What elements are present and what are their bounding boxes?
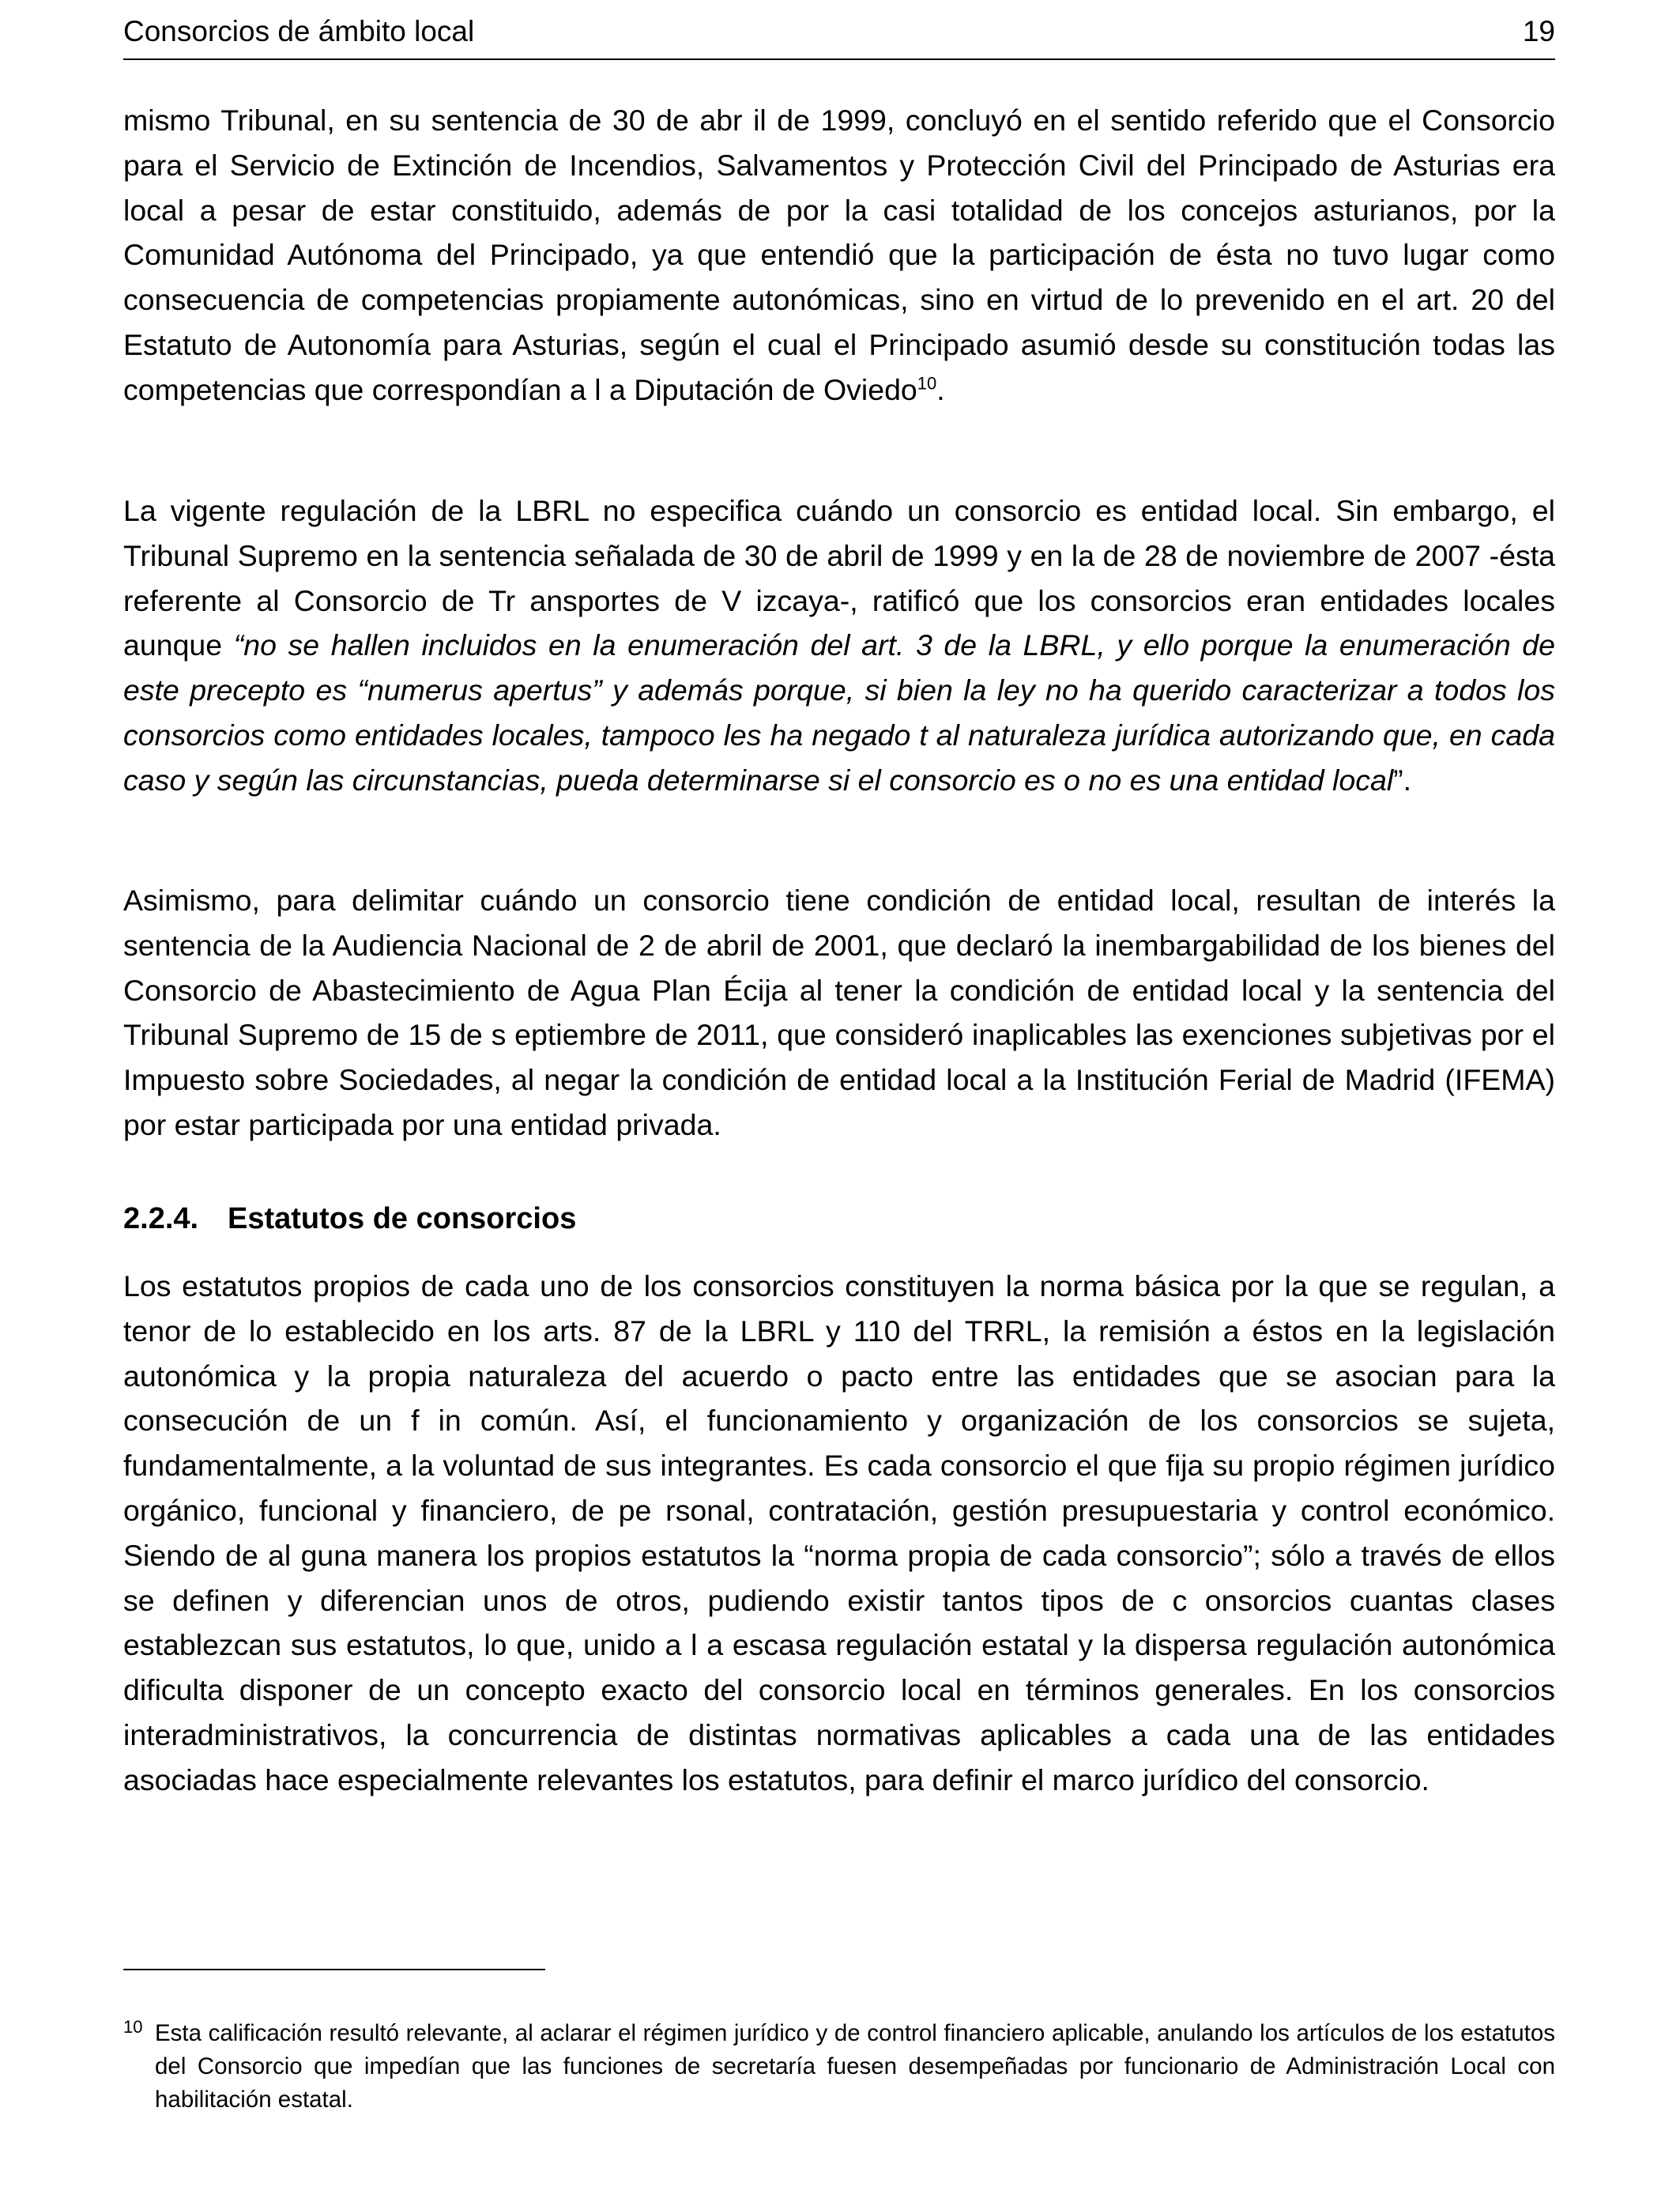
italic-quotation: “no se hallen incluidos en la enumeración del art. 3 de la LBRL, y ello porque la enumeración de este precepto es “numerus apertus” y además porque, si bien la ley no ha querido caracterizar a todos los consorcios como entidades locales, tampoco les ha negado t al naturaleza jurídica autorizando que, en cada caso y según las circunstancias, pueda determinarse si el consorcio es o no es una entidad local <box>123 628 1555 797</box>
section-title: Estatutos de consorcios <box>228 1202 577 1235</box>
section-number: 2.2.4. <box>123 1202 199 1235</box>
body-paragraph-1 <box>123 98 1555 413</box>
paragraph-text: mismo Tribunal, en su sentencia de 30 de abr il de 1999, concluyó en el sentido referido que el Consorcio para el Servicio de Extinción de Incendios, Salvamentos y Protección Civil del Principado de Asturias era local a pesar de estar constituido, además de por la casi totalidad de los concejos asturianos, por la Comunidad Autónoma del Principado, ya que entendió que la participación de ésta no tuvo lugar como consecuencia de competencias propiamente autonómicas, sino en virtud de lo prevenido en el art. 20 del Estatuto de Autonomía para Asturias, según el cual el Principado asumió desde su constitución todas las competencias que correspondían a l a Diputación de Oviedo <box>123 104 1555 406</box>
page-number: 19 <box>1522 15 1555 47</box>
body-paragraph-3: Asimismo, para delimitar cuándo un consorcio tiene condición de entidad local, resultan de interés la sentencia de la Audiencia Nacional de 2 de abril de 2001, que declaró la inembargabilidad de los bienes del Consorcio de Abastecimiento de Agua Plan Écija al tener la condición de entidad local y la sentencia del Tribunal Supremo de 15 de s eptiembre de 2011, que consideró inaplicables las exenciones subjetivas por el Impuesto sobre Sociedades, al negar la condición de entidad local a la Institución Ferial de Madrid (IFEMA) por estar participada por una entidad privada. <box>123 884 1555 1141</box>
paragraph-end: ”. <box>1393 763 1412 797</box>
section-heading <box>123 1197 576 1241</box>
document-page <box>123 0 1555 2194</box>
paragraph-end: . <box>936 372 945 406</box>
paragraph-text: La vigente regulación de la LBRL no especifica cuándo un consorcio es entidad local. Sin embargo, el Tribunal Supremo en la sentencia señalada de 30 de abril de 1999 y en la de 28 de noviembre de 2007 -ésta referente al Consorcio de Tr ansportes de V izcaya-, ratificó que los consorcios eran entidades locales aunque <box>123 494 1555 662</box>
header-title: Consorcios de ámbito local <box>123 15 475 47</box>
footnote-separator <box>123 1969 545 1970</box>
running-header <box>123 13 1555 60</box>
body-paragraph-4: Los estatutos propios de cada uno de los consorcios constituyen la norma básica por la que se regulan, a tenor de lo establecido en los arts. 87 de la LBRL y 110 del TRRL, la remisión a éstos en la legislación autonómica y la propia naturaleza del acuerdo o pacto entre las entidades que se asocian para la consecución de un f in común. Así, el funcionamiento y organización de los consorcios se sujeta, fundamentalmente, a la voluntad de sus integrantes. Es cada consorcio el que fija su propio régimen jurídico orgánico, funcional y financiero, de pe rsonal, contratación, gestión presupuestaria y control económico. Siendo de al guna manera los propios estatutos la “norma propia de cada consorcio”; sólo a través de ellos se definen y diferencian unos de otros, pudiendo existir tantos tipos de c onsorcios cuantas clases establezcan sus estatutos, lo que, unido a l a escasa regulación estatal y la dispersa regulación autonómica dificulta disponer de un concepto exacto del consorcio local en términos generales. En los consorcios interadministrativos, la concurrencia de distintas normativas aplicables a cada una de las entidades asociadas hace especialmente relevantes los estatutos, para definir el marco jurídico del consorcio. <box>123 1269 1555 1796</box>
footnote-reference[interactable]: 10 <box>917 373 937 394</box>
footnote-marker: 10 <box>123 2017 143 2037</box>
footnote-text: Esta calificación resultó relevante, al aclarar el régimen jurídico y de control financiero aplicable, anulando los artículos de los estatutos del Consorcio que impedían que las funciones de secretaría fuesen desempeñadas por funcionario de Administración Local con habilitación estatal. <box>155 2020 1555 2113</box>
body-paragraph-2 <box>123 488 1555 803</box>
